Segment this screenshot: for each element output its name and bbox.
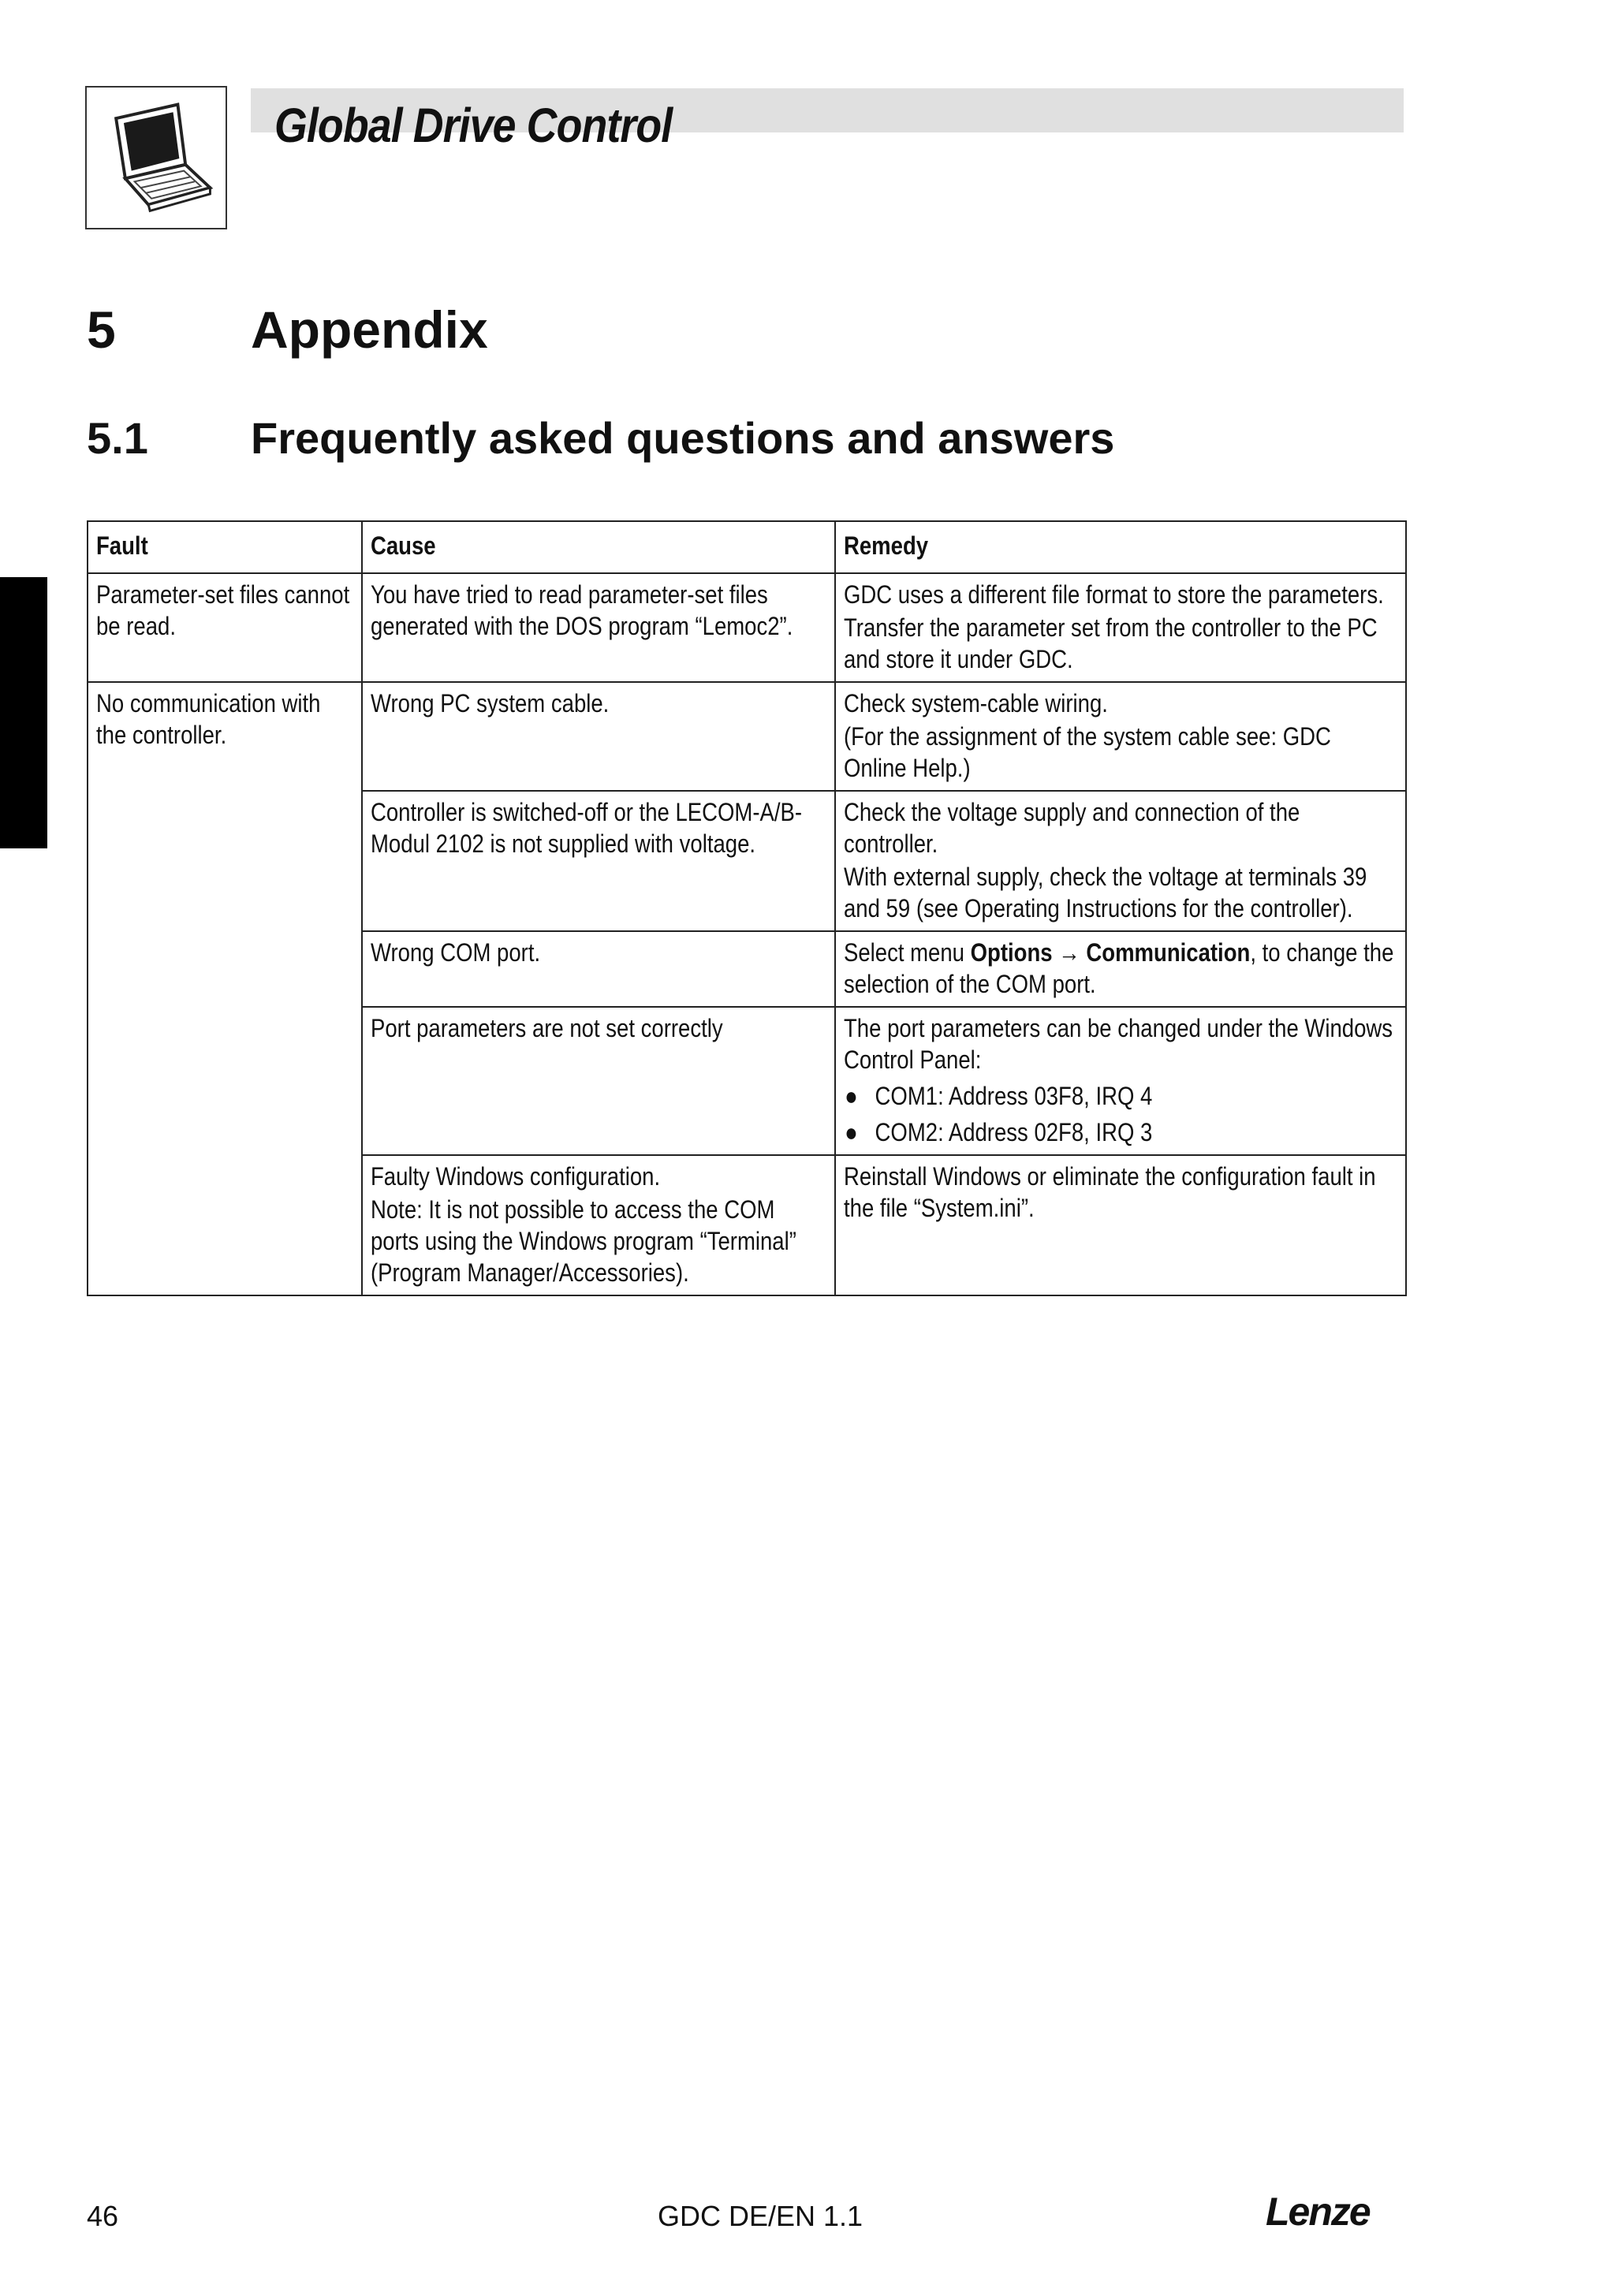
cause-cell: Controller is switched-off or the LECOM-A/B-Modul 2102 is not supplied with voltage. xyxy=(362,791,835,931)
cause-cell: Faulty Windows configuration. Note: It is not possible to access the COM ports using the Windows program “Terminal” (Program Manager/Accessories). xyxy=(362,1155,835,1295)
chapter-number: 5 xyxy=(87,300,116,359)
list-item: ● COM1: Address 03F8, IRQ 4 xyxy=(845,1082,1153,1110)
chapter-side-tab xyxy=(0,577,47,848)
remedy-cell: Reinstall Windows or eliminate the configuration fault in the file “System.ini”. xyxy=(835,1155,1406,1295)
bullet-icon: ● xyxy=(845,1082,858,1110)
cause-cell: Wrong COM port. xyxy=(362,931,835,1007)
remedy-cell: Select menu Options → Communication, to change the selection of the COM port. xyxy=(835,931,1406,1007)
document-id: GDC DE/EN 1.1 xyxy=(658,2200,863,2232)
remedy-cell: Check system-cable wiring. (For the assignment of the system cable see: GDC Online Help.) xyxy=(835,682,1406,791)
bullet-icon: ● xyxy=(845,1118,858,1146)
faq-table xyxy=(87,520,1407,1296)
cause-cell: You have tried to read parameter-set files generated with the DOS program “Lemoc2”. xyxy=(362,573,835,682)
header-remedy: Remedy xyxy=(835,521,1406,573)
header-fault: Fault xyxy=(88,521,362,573)
table-header-row xyxy=(88,521,1406,573)
section-number: 5.1 xyxy=(87,413,148,463)
fault-cell: No communication with the controller. xyxy=(88,682,362,1295)
brand-logo: Lenze xyxy=(1266,2190,1370,2234)
page-number: 46 xyxy=(87,2200,119,2232)
remedy-cell: The port parameters can be changed under the Windows Control Panel: ● COM1: Address 03F8, IRQ 4 ● COM2: Address 02F8, IRQ 3 xyxy=(835,1007,1406,1155)
menu-communication: Communication xyxy=(1086,938,1251,967)
header-cause: Cause xyxy=(362,521,835,573)
running-header-title: Global Drive Control xyxy=(274,99,673,152)
section-title: Frequently asked questions and answers xyxy=(251,413,1115,463)
cause-cell: Port parameters are not set correctly xyxy=(362,1007,835,1155)
remedy-cell: Check the voltage supply and connection of the controller. With external supply, check the voltage at terminals 39 and 59 (see Operating Instructions for the controller). xyxy=(835,791,1406,931)
remedy-cell: GDC uses a different file format to store the parameters. Transfer the parameter set from the controller to the PC and store it under GDC. xyxy=(835,573,1406,682)
chapter-title: Appendix xyxy=(251,300,488,359)
menu-options: Options xyxy=(970,938,1053,967)
table-row xyxy=(88,682,1406,791)
laptop-icon xyxy=(85,86,227,229)
cause-cell: Wrong PC system cable. xyxy=(362,682,835,791)
fault-cell: Parameter-set files cannot be read. xyxy=(88,573,362,682)
table-row xyxy=(88,573,1406,682)
list-item: ● COM2: Address 02F8, IRQ 3 xyxy=(845,1118,1153,1146)
